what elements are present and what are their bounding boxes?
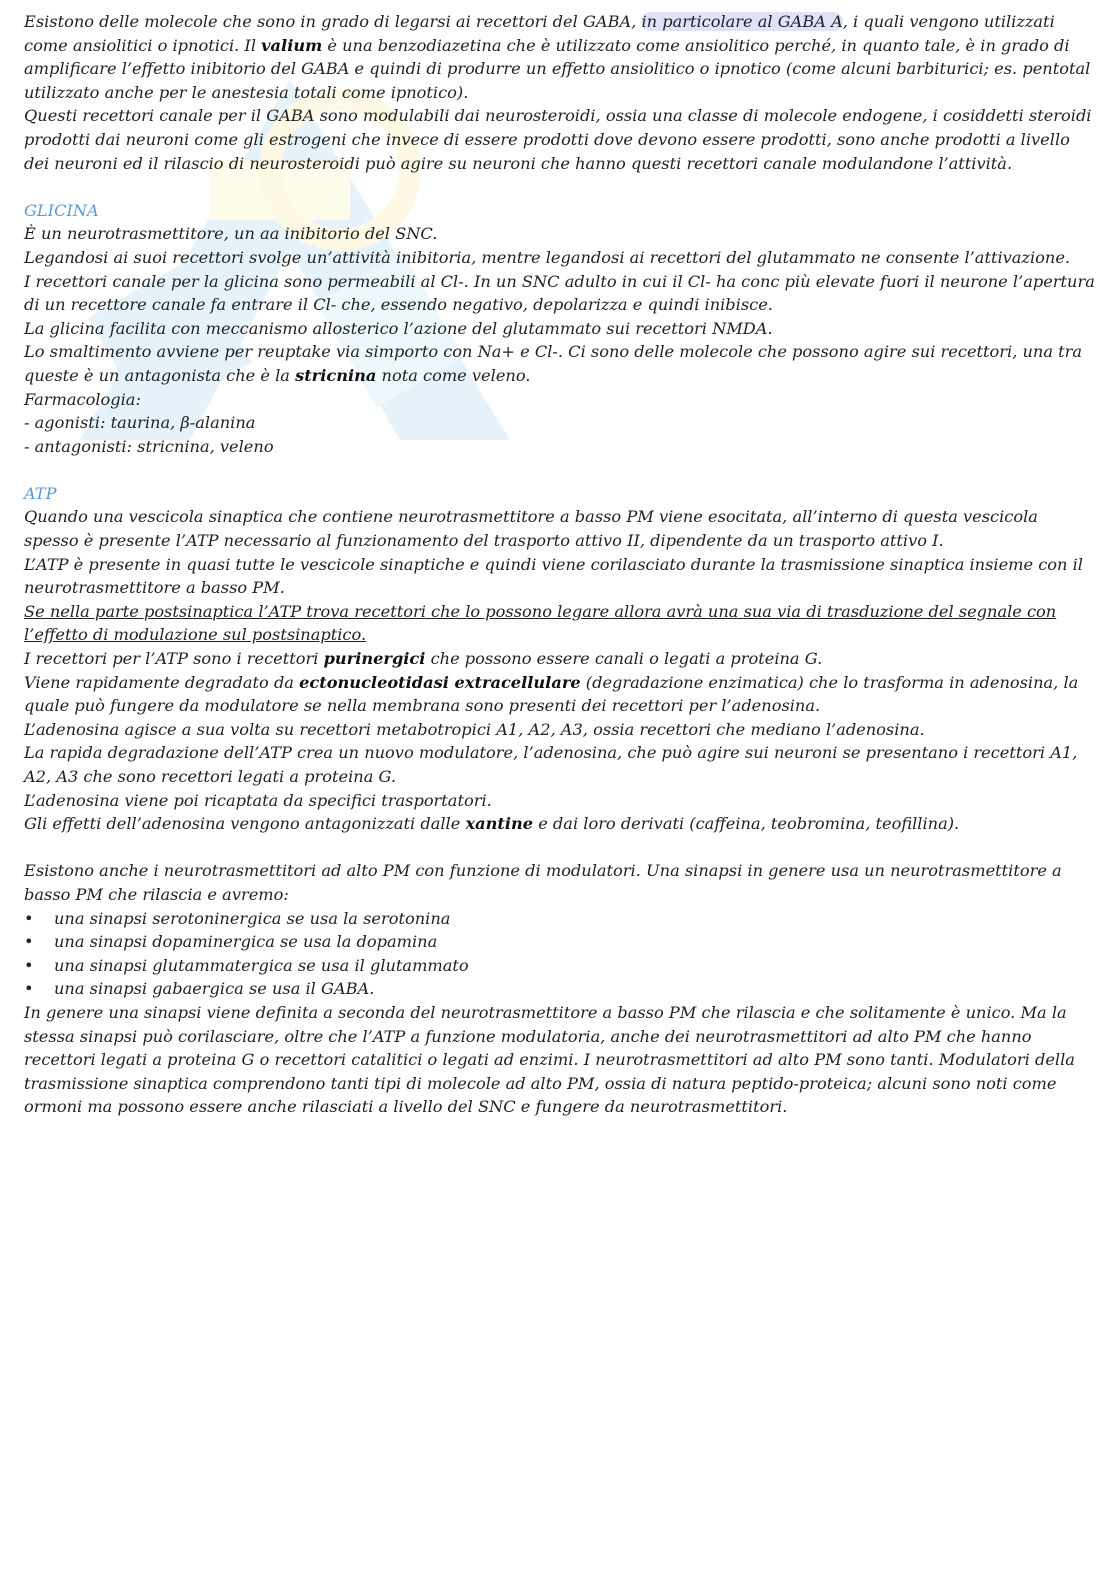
term-ectonucleotidasi: ectonucleotidasi extracellulare [299, 672, 581, 692]
atp-line-9: Gli effetti dell’adenosina vengono antagonizzati dalle xantine e dai loro derivati (caffeina, teobromina, teofillina). [24, 814, 960, 834]
gaba-paragraph-1: Esistono delle molecole che sono in grado di legarsi ai recettori del GABA, in particolare al GABA A, i quali vengono utilizzati come ansiolitici o ipnotici. Il valium è una benzodiazetina che è utilizzato come ansiolitico perché, in quanto tale, è in grado di amplificare l’effetto inibitorio del GABA e quindi di produrre un effetto ansiolitico o ipnotico (come alcuni barbiturici; es. pentotal utilizzato anche per le anestesia totali come ipnotico). [24, 12, 1091, 102]
bullet-icon: • [24, 932, 34, 952]
bullet-icon: • [24, 955, 34, 975]
atp-line-7: La rapida degradazione dell’ATP crea un nuovo modulatore, l’adenosina, che può agire sui neuroni se presentano i recettori A1, A2, A3 che sono recettori legati a proteina G. [24, 743, 1078, 786]
glicina-line-4: La glicina facilita con meccanismo allosterico l’azione del glutammato sui recettori NMDA. [24, 318, 773, 338]
term-valium: valium [261, 35, 323, 55]
glicina-line-5: Lo smaltimento avviene per reuptake via simporto con Na+ e Cl-. Ci sono delle molecole che possono agire sui recettori, una tra queste è un antagonista che è la stricnina nota come veleno. [24, 342, 1083, 385]
glicina-line-6: Farmacologia: [24, 389, 141, 409]
section-heading-atp: ATP [24, 483, 57, 503]
glicina-line-7: - agonisti: taurina, β-alanina [24, 413, 256, 433]
list-item: • una sinapsi glutammatergica se usa il glutammato [24, 954, 1096, 978]
glicina-line-3: I recettori canale per la glicina sono permeabili al Cl-. In un SNC adulto in cui il Cl- ha conc più elevate fuori il neurone l’apertura di un recettore canale fa entrare il Cl- che, essendo negativo, depolarizza e quindi inibisce. [24, 271, 1095, 315]
atp-line-2: L’ATP è presente in quasi tutte le vescicole sinaptiche e quindi viene corilasciato durante la trasmissione sinaptica insieme con il neurotrasmettitore a basso PM. [24, 554, 1083, 598]
section-heading-glicina: GLICINA [24, 200, 99, 220]
glicina-line-2: Legandosi ai suoi recettori svolge un’attività inibitoria, mentre legandosi ai recettori del glutammato ne consente l’attivazione. [24, 247, 1071, 267]
atp-line-4: I recettori per l’ATP sono i recettori purinergici che possono essere canali o legati a proteina G. [24, 649, 823, 669]
bullet-icon: • [24, 979, 34, 999]
glicina-line-1: È un neurotrasmettitore, un aa inibitorio del SNC. [24, 224, 438, 244]
bullet-icon: • [24, 908, 34, 928]
modulatori-intro: Esistono anche i neurotrasmettitori ad alto PM con funzione di modulatori. Una sinapsi in genere usa un neurotrasmettitore a basso PM che rilascia e avremo: [24, 861, 1062, 904]
highlight-gaba-a: in particolare al GABA A [641, 12, 843, 31]
document-page [24, 10, 1096, 1119]
list-item: • una sinapsi gabaergica se usa il GABA. [24, 977, 1096, 1001]
term-xantine: xantine [465, 814, 534, 834]
atp-line-3-underlined: Se nella parte postsinaptica l’ATP trova recettori che lo possono legare allora avrà una sua via di trasduzione del segnale con l’effetto di modulazione sul postsinaptico. [24, 601, 1057, 645]
atp-line-1: Quando una vescicola sinaptica che contiene neurotrasmettitore a basso PM viene esocitata, all’interno di questa vescicola spesso è presente l’ATP necessario al funzionamento del trasporto attivo II, dipendente da un trasporto attivo I. [24, 507, 1038, 551]
list-item: • una sinapsi serotoninergica se usa la serotonina [24, 907, 1096, 931]
atp-line-5: Viene rapidamente degradato da ectonucleotidasi extracellulare (degradazione enzimatica) che lo trasforma in adenosina, la quale può fungere da modulatore se nella membrana sono presenti dei recettori per l’adenosina. [24, 672, 1079, 716]
term-stricnina: stricnina [295, 365, 377, 385]
gaba-paragraph-2: Questi recettori canale per il GABA sono modulabili dai neurosteroidi, ossia una classe di molecole endogene, i cosiddetti steroidi prodotti dai neuroni come gli estrogeni che invece di essere prodotti dove devono essere prodotti, sono anche prodotti a livello dei neuroni ed il rilascio di neurosteroidi può agire su neuroni che hanno questi recettori canale modulandone l’attività. [24, 106, 1092, 173]
glicina-line-8: - antagonisti: stricnina, veleno [24, 436, 274, 456]
atp-line-6: L’adenosina agisce a sua volta su recettori metabotropici A1, A2, A3, ossia recettori che mediano l’adenosina. [24, 719, 925, 739]
modulatori-closing: In genere una sinapsi viene definita a seconda del neurotrasmettitore a basso PM che rilascia e che solitamente è unico. Ma la stessa sinapsi può corilasciare, oltre che l’ATP a funzione modulatoria, anche dei neurotrasmettitori ad alto PM che hanno recettori legati a proteina G o recettori catalitici o legati ad enzimi. I neurotrasmettitori ad alto PM sono tanti. Modulatori della trasmissione sinaptica comprendono tanti tipi di molecole ad alto PM, ossia di natura peptido-proteica; alcuni sono noti come ormoni ma possono essere anche rilasciati a livello del SNC e fungere da neurotrasmettitori. [24, 1002, 1075, 1117]
list-item: • una sinapsi dopaminergica se usa la dopamina [24, 930, 1096, 954]
term-purinergici: purinergici [323, 649, 426, 669]
atp-line-8: L’adenosina viene poi ricaptata da specifici trasportatori. [24, 790, 492, 810]
